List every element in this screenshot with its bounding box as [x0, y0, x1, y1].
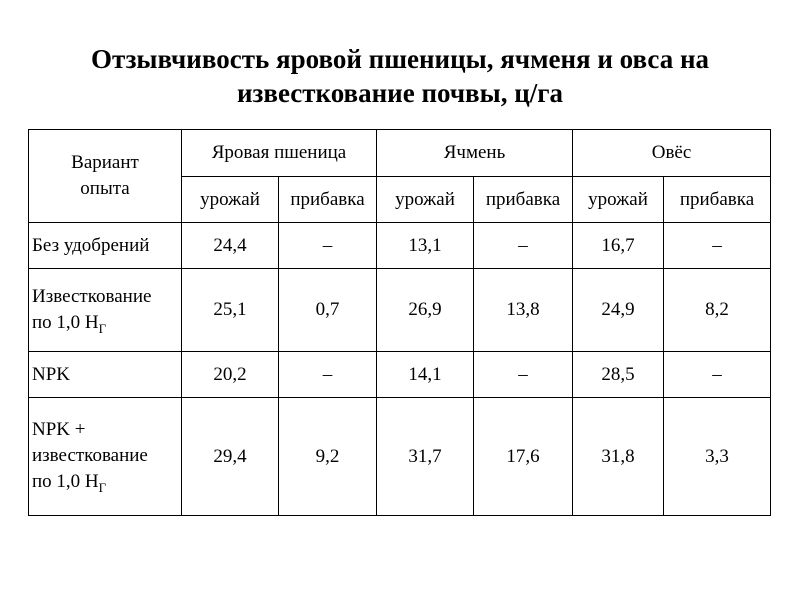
variant-subscript: Г — [98, 320, 107, 336]
variant-text: известкование — [32, 445, 148, 466]
variant-line — [32, 443, 181, 469]
variant-line — [32, 233, 181, 259]
header-sub-cell: урожай — [377, 177, 474, 223]
value-cell: 14,1 — [377, 352, 474, 398]
variant-text: по 1,0 Н — [32, 471, 99, 492]
variant-cell — [29, 269, 182, 352]
table-row — [29, 352, 771, 398]
value-cell: 16,7 — [573, 223, 664, 269]
value-cell: 25,1 — [182, 269, 279, 352]
header-variant-line-2: опыта — [80, 178, 130, 199]
value-cell: 13,8 — [474, 269, 573, 352]
table-row — [29, 398, 771, 516]
title-line-2: известкование почвы, ц/га — [236, 78, 564, 108]
variant-line — [32, 362, 181, 388]
variant-line — [32, 417, 181, 443]
value-cell: 31,8 — [573, 398, 664, 516]
header-sub-cell: урожай — [182, 177, 279, 223]
value-cell: – — [474, 352, 573, 398]
variant-line — [32, 284, 181, 310]
header-sub-cell: прибавка — [664, 177, 771, 223]
variant-line — [32, 310, 181, 337]
page-title — [0, 42, 800, 110]
header-variant-line-1: Вариант — [71, 152, 139, 173]
yield-table — [28, 129, 771, 516]
title-line-1: Отзывчивость яровой пшеницы, ячменя и овса на — [90, 44, 710, 74]
value-cell: 8,2 — [664, 269, 771, 352]
header-sub-cell: урожай — [573, 177, 664, 223]
variant-text: Известкование — [32, 285, 152, 307]
header-row-crops — [29, 130, 771, 177]
header-crop-oats: Овёс — [573, 130, 771, 177]
variant-line — [32, 469, 181, 496]
variant-cell — [29, 352, 182, 398]
table-row — [29, 223, 771, 269]
value-cell: 17,6 — [474, 398, 573, 516]
value-cell: – — [664, 223, 771, 269]
value-cell: – — [279, 223, 377, 269]
value-cell: 9,2 — [279, 398, 377, 516]
value-cell: 29,4 — [182, 398, 279, 516]
value-cell: – — [279, 352, 377, 398]
value-cell: 24,4 — [182, 223, 279, 269]
value-cell: 28,5 — [573, 352, 664, 398]
value-cell: 26,9 — [377, 269, 474, 352]
variant-text: по 1,0 Н — [32, 311, 99, 333]
variant-cell — [29, 398, 182, 516]
header-crop-wheat: Яровая пшеница — [182, 130, 377, 177]
value-cell: – — [664, 352, 771, 398]
value-cell: 24,9 — [573, 269, 664, 352]
value-cell: – — [474, 223, 573, 269]
variant-text: NPK — [32, 363, 71, 385]
value-cell: 31,7 — [377, 398, 474, 516]
header-sub-cell: прибавка — [279, 177, 377, 223]
variant-cell — [29, 223, 182, 269]
variant-subscript: Г — [98, 480, 107, 495]
value-cell: 0,7 — [279, 269, 377, 352]
table-row — [29, 269, 771, 352]
value-cell: 20,2 — [182, 352, 279, 398]
header-crop-barley: Ячмень — [377, 130, 573, 177]
variant-text: NPK + — [32, 419, 86, 440]
header-sub-cell: прибавка — [474, 177, 573, 223]
value-cell: 3,3 — [664, 398, 771, 516]
value-cell: 13,1 — [377, 223, 474, 269]
header-variant — [29, 130, 182, 223]
variant-text: Без удобрений — [32, 234, 150, 256]
